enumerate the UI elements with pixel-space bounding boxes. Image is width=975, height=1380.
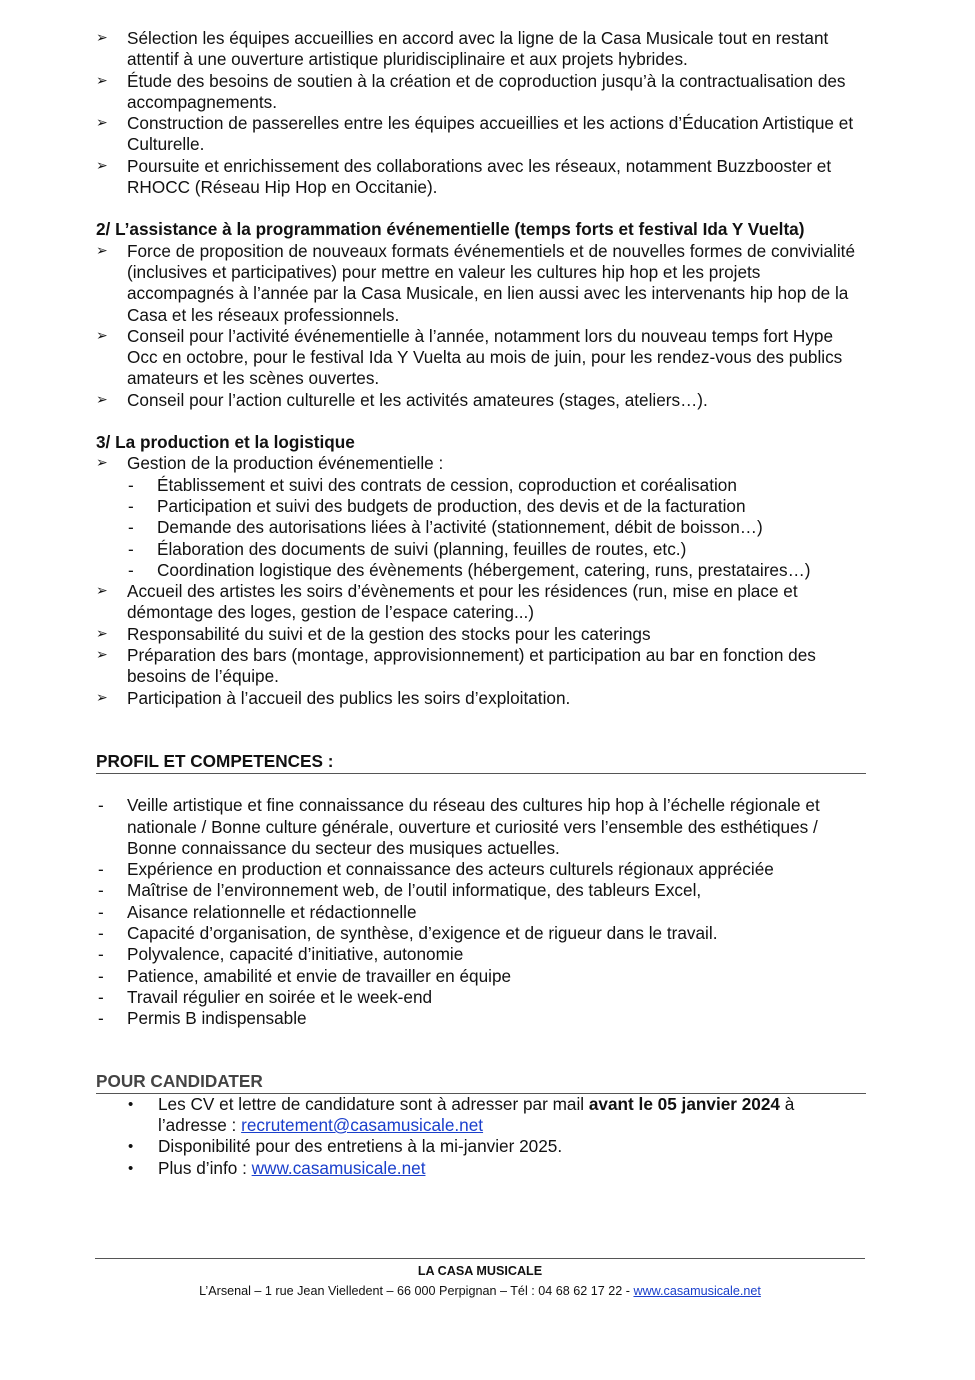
info-label: Plus d’info : <box>158 1157 252 1178</box>
website-link[interactable]: www.casamusicale.net <box>251 1157 426 1178</box>
list-item: ➢ Conseil pour l’activité événementielle à l’année, notamment lors du nouveau temps fort Hype Occ en octobre, pour le festival Ida Y Vuelta au mois de juin, pour les rendez-vous des publics amateurs et les scènes ouvertes. <box>96 326 866 390</box>
profil-heading: PROFIL ET COMPETENCES : <box>96 751 866 774</box>
list-item <box>126 1158 866 1179</box>
email-link[interactable]: recrutement@casamusicale.net <box>241 1115 484 1136</box>
section2-list <box>96 241 866 411</box>
sub-list-item: - Participation et suivi des budgets de production, des devis et de la facturation <box>126 496 866 517</box>
candidater-text: Les CV et lettre de candidature sont à adresser par mail <box>158 1093 589 1114</box>
candidater-heading: POUR CANDIDATER <box>96 1071 866 1093</box>
candidater-list <box>96 1094 866 1179</box>
list-item: ➢ Construction de passerelles entre les équipes accueillies et les actions d’Éducation Artistique et Culturelle. <box>96 113 866 156</box>
production-intro: Gestion de la production événementielle : <box>127 453 444 474</box>
list-item: ➢ Étude des besoins de soutien à la création et de coproduction jusqu’à la contractualisation des accompagnements. <box>96 71 866 114</box>
footer-address <box>95 1281 865 1301</box>
footer-website-link[interactable]: www.casamusicale.net <box>633 1284 761 1298</box>
list-item: • Disponibilité pour des entretiens à la mi-janvier 2025. <box>126 1136 866 1157</box>
deadline-text: avant le 05 janvier 2024 <box>588 1093 780 1114</box>
list-item: ➢ Accueil des artistes les soirs d’évènements et pour les résidences (run, mise en place et démontage des loges, gestion de l’espace catering...) <box>96 581 866 624</box>
list-item: - Permis B indispensable <box>96 1008 866 1029</box>
list-item <box>126 1094 866 1137</box>
list-item: ➢ Participation à l’accueil des publics les soirs d’exploitation. <box>96 688 866 709</box>
section1-list <box>96 28 866 198</box>
sub-list-item: - Élaboration des documents de suivi (planning, feuilles de routes, etc.) <box>126 539 866 560</box>
list-item: ➢ Préparation des bars (montage, approvisionnement) et participation au bar en fonction des besoins de l’équipe. <box>96 645 866 688</box>
profil-list <box>96 795 866 1029</box>
list-item: - Veille artistique et fine connaissance du réseau des cultures hip hop à l’échelle régionale et nationale / Bonne culture générale, ouverture et curiosité vers l’ensemble des esthétiques / Bonne connaissance du secteur des musiques actuelles. <box>96 795 866 859</box>
list-item: ➢ Poursuite et enrichissement des collaborations avec les réseaux, notamment Buzzbooster et RHOCC (Réseau Hip Hop en Occitanie). <box>96 156 866 199</box>
list-item: ➢ Responsabilité du suivi et de la gestion des stocks pour les caterings <box>96 624 866 645</box>
section3-list <box>96 453 866 474</box>
footer-address-text: L’Arsenal – 1 rue Jean Vielledent – 66 000 Perpignan – Tél : 04 68 62 17 22 - <box>199 1284 634 1298</box>
list-item: - Patience, amabilité et envie de travailler en équipe <box>96 966 866 987</box>
list-item: ➢ Conseil pour l’action culturelle et les activités amateures (stages, ateliers…). <box>96 390 866 411</box>
document-body <box>96 28 866 1179</box>
candidater-text: à l’adresse : <box>158 1093 795 1136</box>
sub-list-item: - Établissement et suivi des contrats de cession, coproduction et coréalisation <box>126 475 866 496</box>
section3-list-2 <box>96 581 866 709</box>
list-item: - Travail régulier en soirée et le week-end <box>96 987 866 1008</box>
list-item: - Expérience en production et connaissance des acteurs culturels régionaux appréciée <box>96 859 866 880</box>
section2-heading: 2/ L’assistance à la programmation événementielle (temps forts et festival Ida Y Vuelta) <box>96 219 805 240</box>
list-item: ➢ Force de proposition de nouveaux formats événementiels et de nouvelles formes de convivialité (inclusives et participatives) pour mettre en valeur les cultures hip hop et les projets accompagnés à l’année par la Casa Musicale, en lien aussi avec les intervenants hip hop de la Casa et les réseaux professionnels. <box>96 241 866 326</box>
list-item <box>96 453 866 474</box>
list-item: - Maîtrise de l’environnement web, de l’outil informatique, des tableurs Excel, <box>96 880 866 901</box>
list-item: - Aisance relationnelle et rédactionnelle <box>96 902 866 923</box>
section3-sublist <box>126 475 866 581</box>
list-item: - Polyvalence, capacité d’initiative, autonomie <box>96 944 866 965</box>
section3-heading: 3/ La production et la logistique <box>96 432 355 453</box>
list-item: - Capacité d’organisation, de synthèse, d’exigence et de rigueur dans le travail. <box>96 923 866 944</box>
sub-list-item: - Demande des autorisations liées à l’activité (stationnement, débit de boisson…) <box>126 517 866 538</box>
footer-org-name: LA CASA MUSICALE <box>417 1264 543 1278</box>
list-item: ➢ Sélection les équipes accueillies en accord avec la ligne de la Casa Musicale tout en restant attentif à une ouverture artistique pluridisciplinaire et aux projets hybrides. <box>96 28 866 71</box>
page-footer <box>95 1258 865 1301</box>
sub-list-item: - Coordination logistique des évènements (hébergement, catering, runs, prestataires…) <box>126 560 866 581</box>
